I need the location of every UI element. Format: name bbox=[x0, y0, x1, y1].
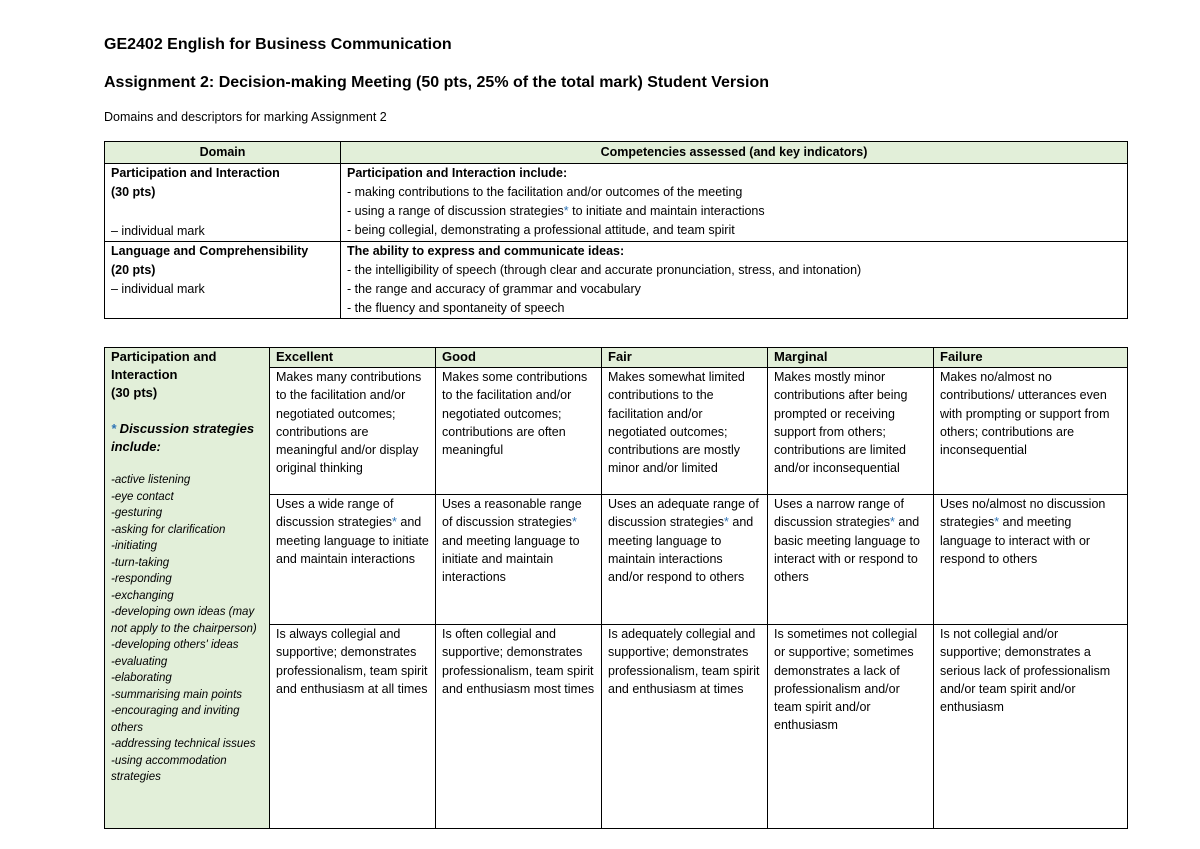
indicator-text: - using a range of discussion strategies bbox=[347, 204, 564, 218]
asterisk: * bbox=[724, 515, 729, 530]
rubric-cell: Makes some contributions to the facilitation and/or negotiated outcomes; contributions are often meaningful bbox=[436, 368, 602, 495]
competency-cell bbox=[341, 242, 1128, 319]
strategy-item: -developing own ideas (may not apply to the chairperson) bbox=[111, 606, 257, 635]
strategy-item: -turn-taking bbox=[111, 556, 170, 569]
asterisk: * bbox=[890, 515, 895, 530]
rubric-cell: Is often collegial and supportive; demonstrates professionalism, team spirit and enthusiasm most times bbox=[436, 625, 602, 829]
assignment-title: Assignment 2: Decision-making Meeting (50 pts, 25% of the total mark) Student Version bbox=[104, 74, 770, 91]
rubric-cell: Makes somewhat limited contributions to the facilitation and/or negotiated outcomes; contributions are mostly minor and/or limited bbox=[602, 368, 768, 495]
course-title: GE2402 English for Business Communication bbox=[104, 36, 452, 53]
asterisk: * bbox=[111, 421, 117, 436]
rubric-domain-points: (30 pts) bbox=[111, 385, 158, 400]
rubric-table bbox=[104, 347, 1128, 829]
strategies-heading bbox=[111, 420, 263, 456]
rubric-header-row bbox=[105, 348, 1128, 368]
rubric-cell: Is always collegial and supportive; demonstrates professionalism, team spirit and enthusiasm at all times bbox=[270, 625, 436, 829]
asterisk: * bbox=[392, 515, 397, 530]
rubric-cell: Makes many contributions to the facilitation and/or negotiated outcomes; contributions are meaningful and/or display original thinking bbox=[270, 368, 436, 495]
rubric-cell: Makes no/almost no contributions/ utterances even with prompting or support from others; contributions are inconsequential bbox=[934, 368, 1128, 495]
indicator: - the fluency and spontaneity of speech bbox=[347, 301, 565, 315]
indicator bbox=[347, 202, 1121, 221]
strategy-item: -addressing technical issues bbox=[111, 738, 256, 750]
strategy-item: -initiating bbox=[111, 540, 158, 552]
rubric-text: and basic meeting language to interact with or respond to others bbox=[774, 515, 920, 585]
domain-points: (30 pts) bbox=[111, 185, 156, 199]
strategy-item: -evaluating bbox=[111, 655, 168, 668]
rubric-domain-title-line: Participation and bbox=[111, 349, 217, 364]
rubric-text: Uses a wide range of discussion strategies bbox=[276, 497, 394, 530]
strategy-item: -elaborating bbox=[111, 672, 172, 684]
domain-points: (20 pts) bbox=[111, 263, 156, 277]
strategy-item: -exchanging bbox=[111, 589, 174, 602]
strategy-item: -active listening bbox=[111, 474, 191, 486]
domain-table bbox=[104, 141, 1128, 319]
rubric-text: Uses a narrow range of discussion strategies bbox=[774, 497, 904, 530]
competency-cell bbox=[341, 164, 1128, 242]
rubric-cell bbox=[768, 495, 934, 625]
strategies-heading-text: Discussion strategies include: bbox=[111, 421, 255, 454]
rubric-text: Uses a reasonable range of discussion strategies bbox=[442, 497, 582, 530]
strategy-item: -developing others' ideas bbox=[111, 639, 239, 651]
indicator: - the intelligibility of speech (through clear and accurate pronunciation, stress, and intonation) bbox=[347, 263, 862, 277]
strategy-item: -asking for clarification bbox=[111, 523, 226, 536]
mark-type: – individual mark bbox=[111, 282, 205, 296]
level-good: Good bbox=[436, 348, 602, 368]
competencies-header: Competencies assessed (and key indicators) bbox=[341, 142, 1128, 164]
domain-header: Domain bbox=[105, 142, 341, 164]
rubric-text: and meeting language to initiate and maintain interactions bbox=[276, 515, 429, 566]
strategy-item: -encouraging and inviting others bbox=[111, 705, 240, 734]
strategy-item: -eye contact bbox=[111, 490, 174, 503]
strategy-item: -responding bbox=[111, 573, 172, 585]
domain-name: Participation and Interaction bbox=[111, 166, 280, 180]
indicator: - the range and accuracy of grammar and vocabulary bbox=[347, 282, 641, 296]
competency-heading: Participation and Interaction include: bbox=[347, 166, 568, 180]
strategy-item: -using accommodation strategies bbox=[111, 754, 227, 783]
rubric-cell bbox=[934, 495, 1128, 625]
domain-name: Language and Comprehensibility bbox=[111, 244, 309, 258]
domain-cell bbox=[105, 164, 341, 242]
domain-row-language bbox=[105, 242, 1128, 319]
rubric-cell: Makes mostly minor contributions after being prompted or receiving support from others; contributions are limited and/or inconsequential bbox=[768, 368, 934, 495]
rubric-text: and meeting language to maintain interactions and/or respond to others bbox=[608, 515, 754, 585]
intro-text: Domains and descriptors for marking Assignment 2 bbox=[104, 110, 387, 124]
strategy-item: -gesturing bbox=[111, 507, 163, 519]
rubric-text: Uses an adequate range of discussion strategies bbox=[608, 497, 759, 530]
rubric-domain-title-line: Interaction bbox=[111, 367, 178, 382]
strategies-list bbox=[111, 472, 263, 786]
indicator: - making contributions to the facilitation and/or outcomes of the meeting bbox=[347, 185, 743, 199]
strategy-item: -summarising main points bbox=[111, 688, 243, 701]
asterisk: * bbox=[563, 204, 569, 218]
mark-type: – individual mark bbox=[111, 224, 205, 238]
domain-cell bbox=[105, 242, 341, 319]
level-failure: Failure bbox=[934, 348, 1128, 368]
rubric-cell: Is sometimes not collegial or supportive; sometimes demonstrates a lack of professionalism and/or team spirit and/or enthusiasm bbox=[768, 625, 934, 829]
indicator: - being collegial, demonstrating a professional attitude, and team spirit bbox=[347, 223, 735, 237]
asterisk: * bbox=[994, 515, 1000, 530]
rubric-cell bbox=[270, 495, 436, 625]
domain-row-participation bbox=[105, 164, 1128, 242]
level-excellent: Excellent bbox=[270, 348, 436, 368]
rubric-text: Uses no/almost no discussion strategies bbox=[940, 497, 1106, 530]
level-marginal: Marginal bbox=[768, 348, 934, 368]
rubric-side-cell bbox=[105, 348, 270, 829]
competency-heading: The ability to express and communicate ideas: bbox=[347, 244, 625, 258]
indicator-text: to initiate and maintain interactions bbox=[568, 204, 765, 218]
rubric-cell: Is adequately collegial and supportive; demonstrates professionalism, team spirit and enthusiasm at times bbox=[602, 625, 768, 829]
rubric-cell bbox=[436, 495, 602, 625]
asterisk: * bbox=[571, 515, 577, 530]
rubric-text: and meeting language to interact with or respond to others bbox=[940, 515, 1091, 566]
rubric-cell: Is not collegial and/or supportive; demonstrates a serious lack of professionalism and/or team spirit and/or enthusiasm bbox=[934, 625, 1128, 829]
rubric-text: and meeting language to initiate and maintain interactions bbox=[442, 533, 580, 585]
level-fair: Fair bbox=[602, 348, 768, 368]
domain-table-header bbox=[105, 142, 1128, 164]
rubric-cell bbox=[602, 495, 768, 625]
rubric-domain-title bbox=[111, 348, 263, 402]
